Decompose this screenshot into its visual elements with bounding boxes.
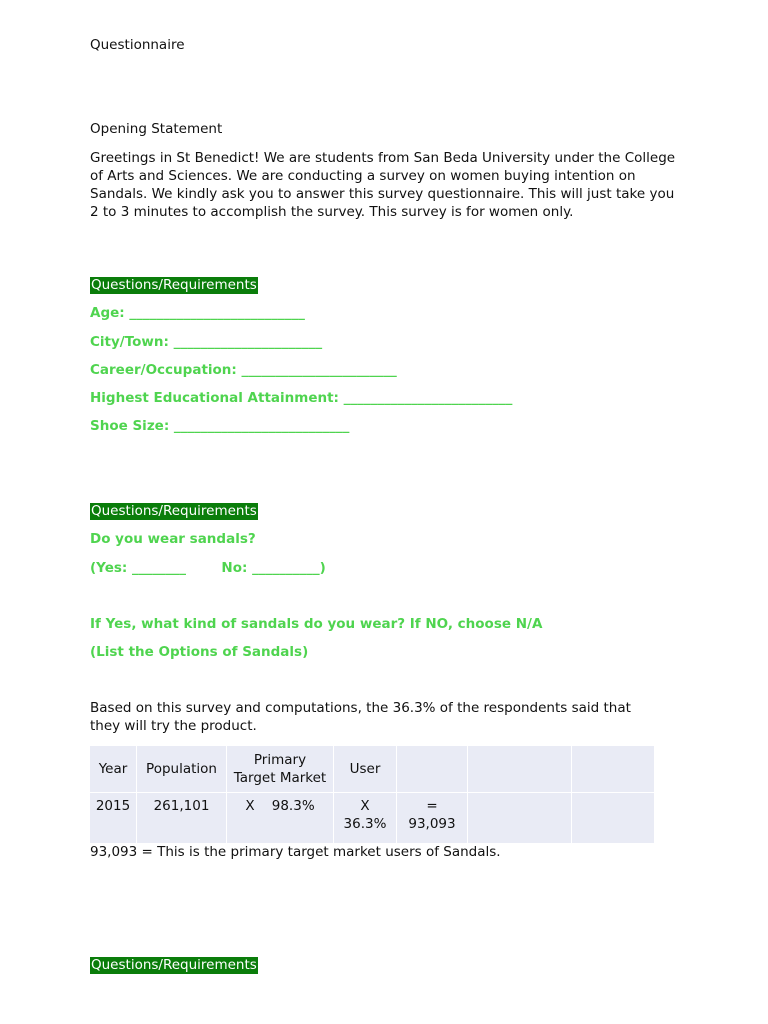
computation-intro: Based on this survey and computations, the 36.3% of the respondents said that they will try the product. [90,700,631,734]
table-cell [468,793,572,844]
table-header [397,746,468,793]
table-header [468,746,572,793]
table-cell: = 93,093 [397,793,468,844]
occupation-field: Career/Occupation: _______________________ [90,362,397,378]
document-title: Questionnaire [90,37,185,53]
shoe-size-field: Shoe Size: __________________________ [90,418,350,434]
table-header [572,746,655,793]
education-field: Highest Educational Attainment: _________________________ [90,390,513,406]
section-label: Questions/Requirements [91,277,257,293]
age-field: Age: __________________________ [90,305,305,321]
table-header: Year [90,746,137,793]
yes-no-answer [90,559,680,577]
table-cell: X 36.3% [334,793,397,844]
computation-note: 93,093 = This is the primary target market users of Sandals. [90,844,501,860]
table-header: Population [137,746,227,793]
table-row [90,793,655,844]
table-header: Primary Target Market [227,746,334,793]
table-cell: 261,101 [137,793,227,844]
section-label: Questions/Requirements [91,503,257,519]
sandals-question: Do you wear sandals? [90,531,256,547]
opening-text: Greetings in St Benedict! We are students from San Beda University under the College of Arts and Sciences. We are conducting a survey on women buying intention on Sandals. We kindly ask you to answer this survey questionnaire. This will just take you 2 to 3 minutes to accomplish the survey. This survey is for women only. [90,150,676,220]
table-cell [572,793,655,844]
table-header: User [334,746,397,793]
no-answer: No: __________) [221,560,326,576]
table-cell: 2015 [90,793,137,844]
options-note: (List the Options of Sandals) [90,644,309,660]
city-field: City/Town: ______________________ [90,334,323,350]
yes-answer: (Yes: ________ [90,560,186,576]
table-row [90,746,655,793]
followup-question: If Yes, what kind of sandals do you wear? If NO, choose N/A [90,616,543,632]
table-cell: X 98.3% [227,793,334,844]
computation-table [90,746,655,844]
section-label: Questions/Requirements [91,957,257,973]
opening-heading: Opening Statement [90,121,223,137]
